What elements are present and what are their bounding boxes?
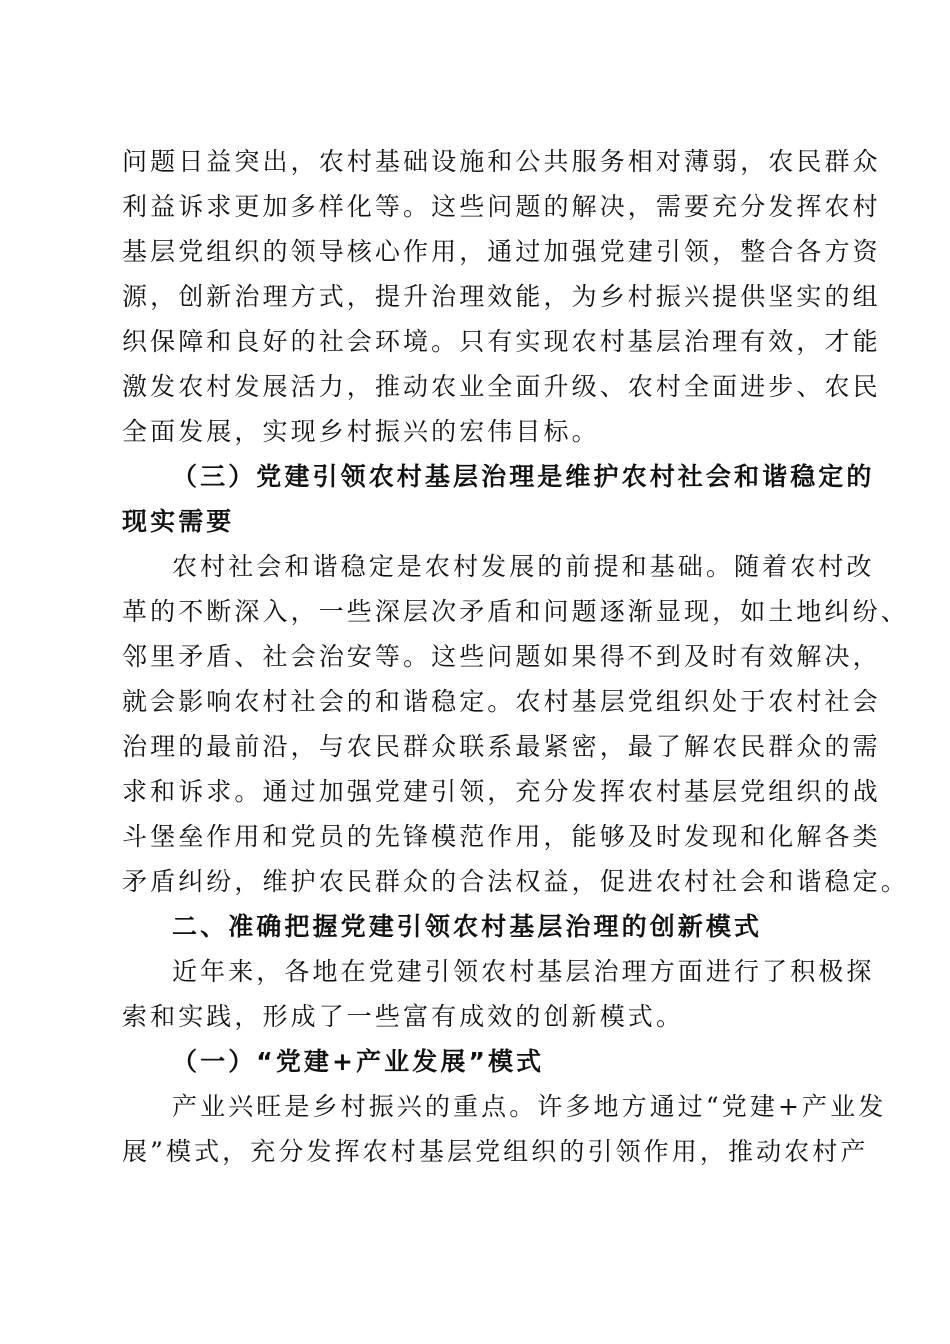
paragraph-line: 基层党组织的领导核心作用，通过加强党建引领，整合各方资 [122,237,881,266]
paragraph-line: 就会影响农村社会的和谐稳定。农村基层党组织处于农村社会 [122,687,881,716]
section-heading-1: （一）“党建+产业发展”模式 [172,1047,545,1076]
paragraph-line: 问题日益突出，农村基础设施和公共服务相对薄弱，农民群众 [122,147,881,176]
paragraph-line: 展”模式，充分发挥农村基层党组织的引领作用，推动农村产 [122,1137,869,1166]
paragraph-line: 近年来，各地在党建引领农村基层治理方面进行了积极探 [172,957,875,986]
paragraph-line: 索和实践，形成了一些富有成效的创新模式。 [122,1002,685,1031]
paragraph-line: 全面发展，实现乡村振兴的宏伟目标。 [122,417,600,446]
section-heading-3-continued: 现实需要 [122,507,235,536]
paragraph-line: 源，创新治理方式，提升治理效能，为乡村振兴提供坚实的组 [122,282,881,311]
chapter-heading: 二、准确把握党建引领农村基层治理的创新模式 [172,912,763,941]
paragraph-line: 产业兴旺是乡村振兴的重点。许多地方通过“党建+产业发 [172,1092,887,1121]
paragraph-line: 激发农村发展活力，推动农业全面升级、农村全面进步、农民 [122,372,881,401]
paragraph-line: 织保障和良好的社会环境。只有实现农村基层治理有效，才能 [122,327,881,356]
paragraph-line: 斗堡垒作用和党员的先锋模范作用，能够及时发现和化解各类 [122,822,881,851]
paragraph-line: 革的不断深入，一些深层次矛盾和问题逐渐显现，如土地纠纷、 [122,597,909,626]
section-heading-3: （三）党建引领农村基层治理是维护农村社会和谐稳定的 [172,462,875,491]
paragraph-line: 邻里矛盾、社会治安等。这些问题如果得不到及时有效解决， [122,642,881,671]
paragraph-line: 求和诉求。通过加强党建引领，充分发挥农村基层党组织的战 [122,777,881,806]
paragraph-line: 矛盾纠纷，维护农民群众的合法权益，促进农村社会和谐稳定。 [122,867,909,896]
paragraph-line: 利益诉求更加多样化等。这些问题的解决，需要充分发挥农村 [122,192,881,221]
paragraph-line: 治理的最前沿，与农民群众联系最紧密，最了解农民群众的需 [122,732,881,761]
paragraph-line: 农村社会和谐稳定是农村发展的前提和基础。随着农村改 [172,552,875,581]
